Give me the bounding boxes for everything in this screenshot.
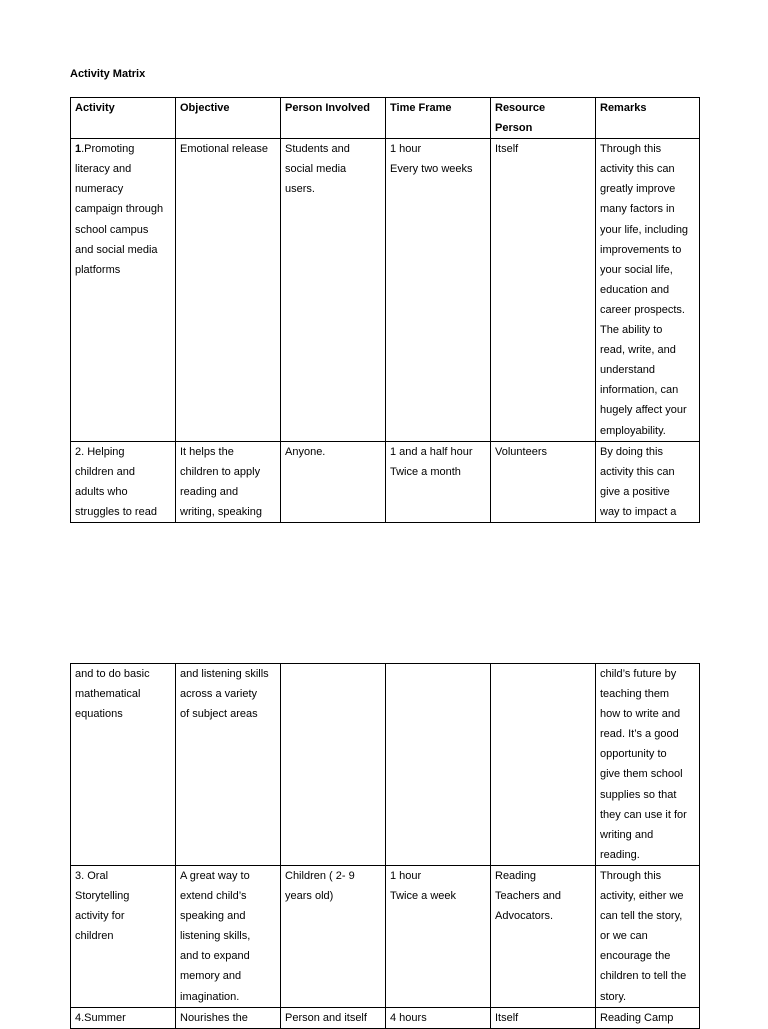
cell-line: your social life,: [600, 263, 673, 276]
cell-line: activity this can: [600, 465, 675, 478]
cell-remarks: [596, 441, 700, 522]
cell-resource: [491, 1007, 596, 1028]
table-row: [71, 664, 700, 866]
document-title: Activity Matrix: [70, 68, 146, 80]
cell-line: campaign through: [75, 203, 164, 216]
header-person-involved: Person Involved: [281, 98, 386, 139]
cell-resource: [491, 139, 596, 441]
activity-matrix-table-part-2: [70, 663, 700, 1029]
cell-line: give them school: [600, 768, 683, 781]
cell-line: memory and: [180, 970, 242, 983]
cell-line: Anyone.: [285, 445, 326, 458]
cell-line: activity this can: [600, 163, 675, 176]
cell-line: literacy and: [75, 163, 132, 176]
cell-line: employability.: [600, 424, 666, 437]
cell-remarks: [596, 1007, 700, 1028]
cell-resource: [491, 866, 596, 1008]
cell-line: career prospects.: [600, 303, 685, 316]
cell-time: [386, 1007, 491, 1028]
cell-line: mathematical: [75, 688, 141, 701]
cell-activity: [71, 139, 176, 441]
cell-activity: [71, 866, 176, 1008]
cell-objective: [176, 139, 281, 441]
cell-activity: [71, 441, 176, 522]
cell-line: and to expand: [180, 950, 250, 963]
cell-line: Twice a month: [390, 465, 461, 478]
cell-remarks: [596, 866, 700, 1008]
cell-line: writing, speaking: [180, 505, 262, 518]
cell-person: [281, 866, 386, 1008]
cell-person: [281, 664, 386, 866]
cell-line: your life, including: [600, 223, 689, 236]
cell-line: equations: [75, 708, 123, 721]
cell-line: years old): [285, 890, 334, 903]
cell-line: Through this: [600, 143, 662, 156]
header-resource-person-line: Resource: [495, 102, 546, 114]
cell-time: [386, 139, 491, 441]
cell-line: 1 and a half hour: [390, 445, 473, 458]
header-resource-person-line: Person: [495, 122, 533, 135]
cell-line: The ability to: [600, 324, 663, 337]
cell-remarks: [596, 664, 700, 866]
table-row: [71, 441, 700, 522]
cell-line: read, write, and: [600, 344, 676, 357]
cell-line: understand: [600, 364, 656, 377]
cell-line: children and: [75, 465, 135, 478]
table-header-row: [71, 98, 700, 139]
cell-line: opportunity to: [600, 748, 667, 761]
activity-matrix-table-part-1: [70, 97, 700, 523]
cell-line: and listening skills: [180, 668, 269, 680]
cell-line: Volunteers: [495, 445, 547, 458]
cell-line: listening skills,: [180, 930, 251, 943]
cell-line: teaching them: [600, 688, 670, 701]
table-row: [71, 1007, 700, 1028]
cell-objective: [176, 441, 281, 522]
cell-line: how to write and: [600, 708, 681, 721]
cell-line: imagination.: [180, 990, 240, 1003]
cell-person: [281, 1007, 386, 1028]
cell-line: Twice a week: [390, 890, 457, 903]
cell-line: adults who: [75, 485, 128, 498]
cell-line: 4 hours: [390, 1011, 427, 1024]
cell-line: Advocators.: [495, 910, 554, 923]
cell-line: across a variety: [180, 688, 258, 701]
cell-line: 1 hour: [390, 143, 422, 156]
cell-line: reading.: [600, 848, 640, 861]
cell-line: child’s future by: [600, 668, 677, 680]
cell-line: Through this: [600, 870, 662, 882]
cell-line: education and: [600, 283, 670, 296]
cell-person: [281, 139, 386, 441]
cell-line: Itself: [495, 1011, 519, 1024]
cell-line: of subject areas: [180, 708, 258, 721]
cell-line: numeracy: [75, 183, 124, 196]
cell-person: [281, 441, 386, 522]
cell-objective: [176, 664, 281, 866]
cell-resource: [491, 441, 596, 522]
cell-line: children to tell the: [600, 970, 687, 983]
cell-line: greatly improve: [600, 183, 676, 196]
cell-remarks: [596, 139, 700, 441]
cell-line: Storytelling: [75, 890, 130, 903]
cell-line: Reading Camp: [600, 1011, 674, 1024]
cell-line: social media: [285, 163, 347, 176]
cell-line: 1 hour: [390, 870, 422, 882]
cell-line: supplies so that: [600, 788, 677, 801]
cell-resource: [491, 664, 596, 866]
cell-objective: [176, 1007, 281, 1028]
cell-line: information, can: [600, 384, 679, 397]
cell-line: reading and: [180, 485, 239, 498]
header-remarks: Remarks: [596, 98, 700, 139]
table-row: [71, 866, 700, 1008]
cell-line: many factors in: [600, 203, 675, 216]
cell-line: activity for: [75, 910, 125, 923]
cell-line: extend child’s: [180, 890, 247, 903]
cell-line: children: [75, 930, 114, 943]
header-time-frame: Time Frame: [386, 98, 491, 139]
table-row: [71, 139, 700, 441]
cell-line: can tell the story,: [600, 910, 683, 923]
cell-line: they can use it for: [600, 808, 687, 821]
cell-line: Every two weeks: [390, 163, 473, 176]
cell-line: children to apply: [180, 465, 261, 478]
cell-line: or we can: [600, 930, 648, 943]
cell-line: By doing this: [600, 445, 663, 458]
cell-line: A great way to: [180, 870, 250, 882]
cell-line: Person and itself: [285, 1011, 367, 1024]
cell-line: read. It’s a good: [600, 728, 679, 741]
cell-line: and to do basic: [75, 668, 150, 680]
cell-line: Teachers and: [495, 890, 562, 903]
cell-line: Children ( 2- 9: [285, 870, 355, 882]
cell-line: Reading: [495, 870, 536, 882]
cell-line: 4.Summer: [75, 1011, 126, 1024]
cell-line: improvements to: [600, 243, 682, 256]
cell-line: Itself: [495, 143, 519, 156]
cell-activity: [71, 1007, 176, 1028]
cell-line: 1.Promoting: [75, 143, 135, 156]
cell-line: activity, either we: [600, 890, 684, 903]
cell-line: writing and: [600, 828, 654, 841]
cell-line: school campus: [75, 223, 149, 236]
header-resource-person: [491, 98, 596, 139]
cell-line: Nourishes the: [180, 1011, 248, 1024]
cell-line: story.: [600, 990, 627, 1003]
cell-line: platforms: [75, 263, 121, 276]
cell-time: [386, 866, 491, 1008]
cell-line: 2. Helping: [75, 445, 125, 458]
cell-line: Students and: [285, 143, 350, 156]
cell-line: users.: [285, 183, 315, 196]
header-activity: Activity: [71, 98, 176, 139]
cell-line: 3. Oral: [75, 870, 109, 882]
cell-time: [386, 664, 491, 866]
header-objective: Objective: [176, 98, 281, 139]
cell-line: way to impact a: [600, 505, 677, 518]
cell-line: give a positive: [600, 485, 670, 498]
cell-activity: [71, 664, 176, 866]
cell-line: hugely affect your: [600, 404, 687, 417]
cell-line: It helps the: [180, 445, 234, 458]
cell-time: [386, 441, 491, 522]
cell-line: speaking and: [180, 910, 246, 923]
cell-line: Emotional release: [180, 143, 269, 156]
cell-objective: [176, 866, 281, 1008]
cell-line: struggles to read: [75, 505, 157, 518]
cell-line: and social media: [75, 243, 158, 256]
cell-line: encourage the: [600, 950, 671, 963]
